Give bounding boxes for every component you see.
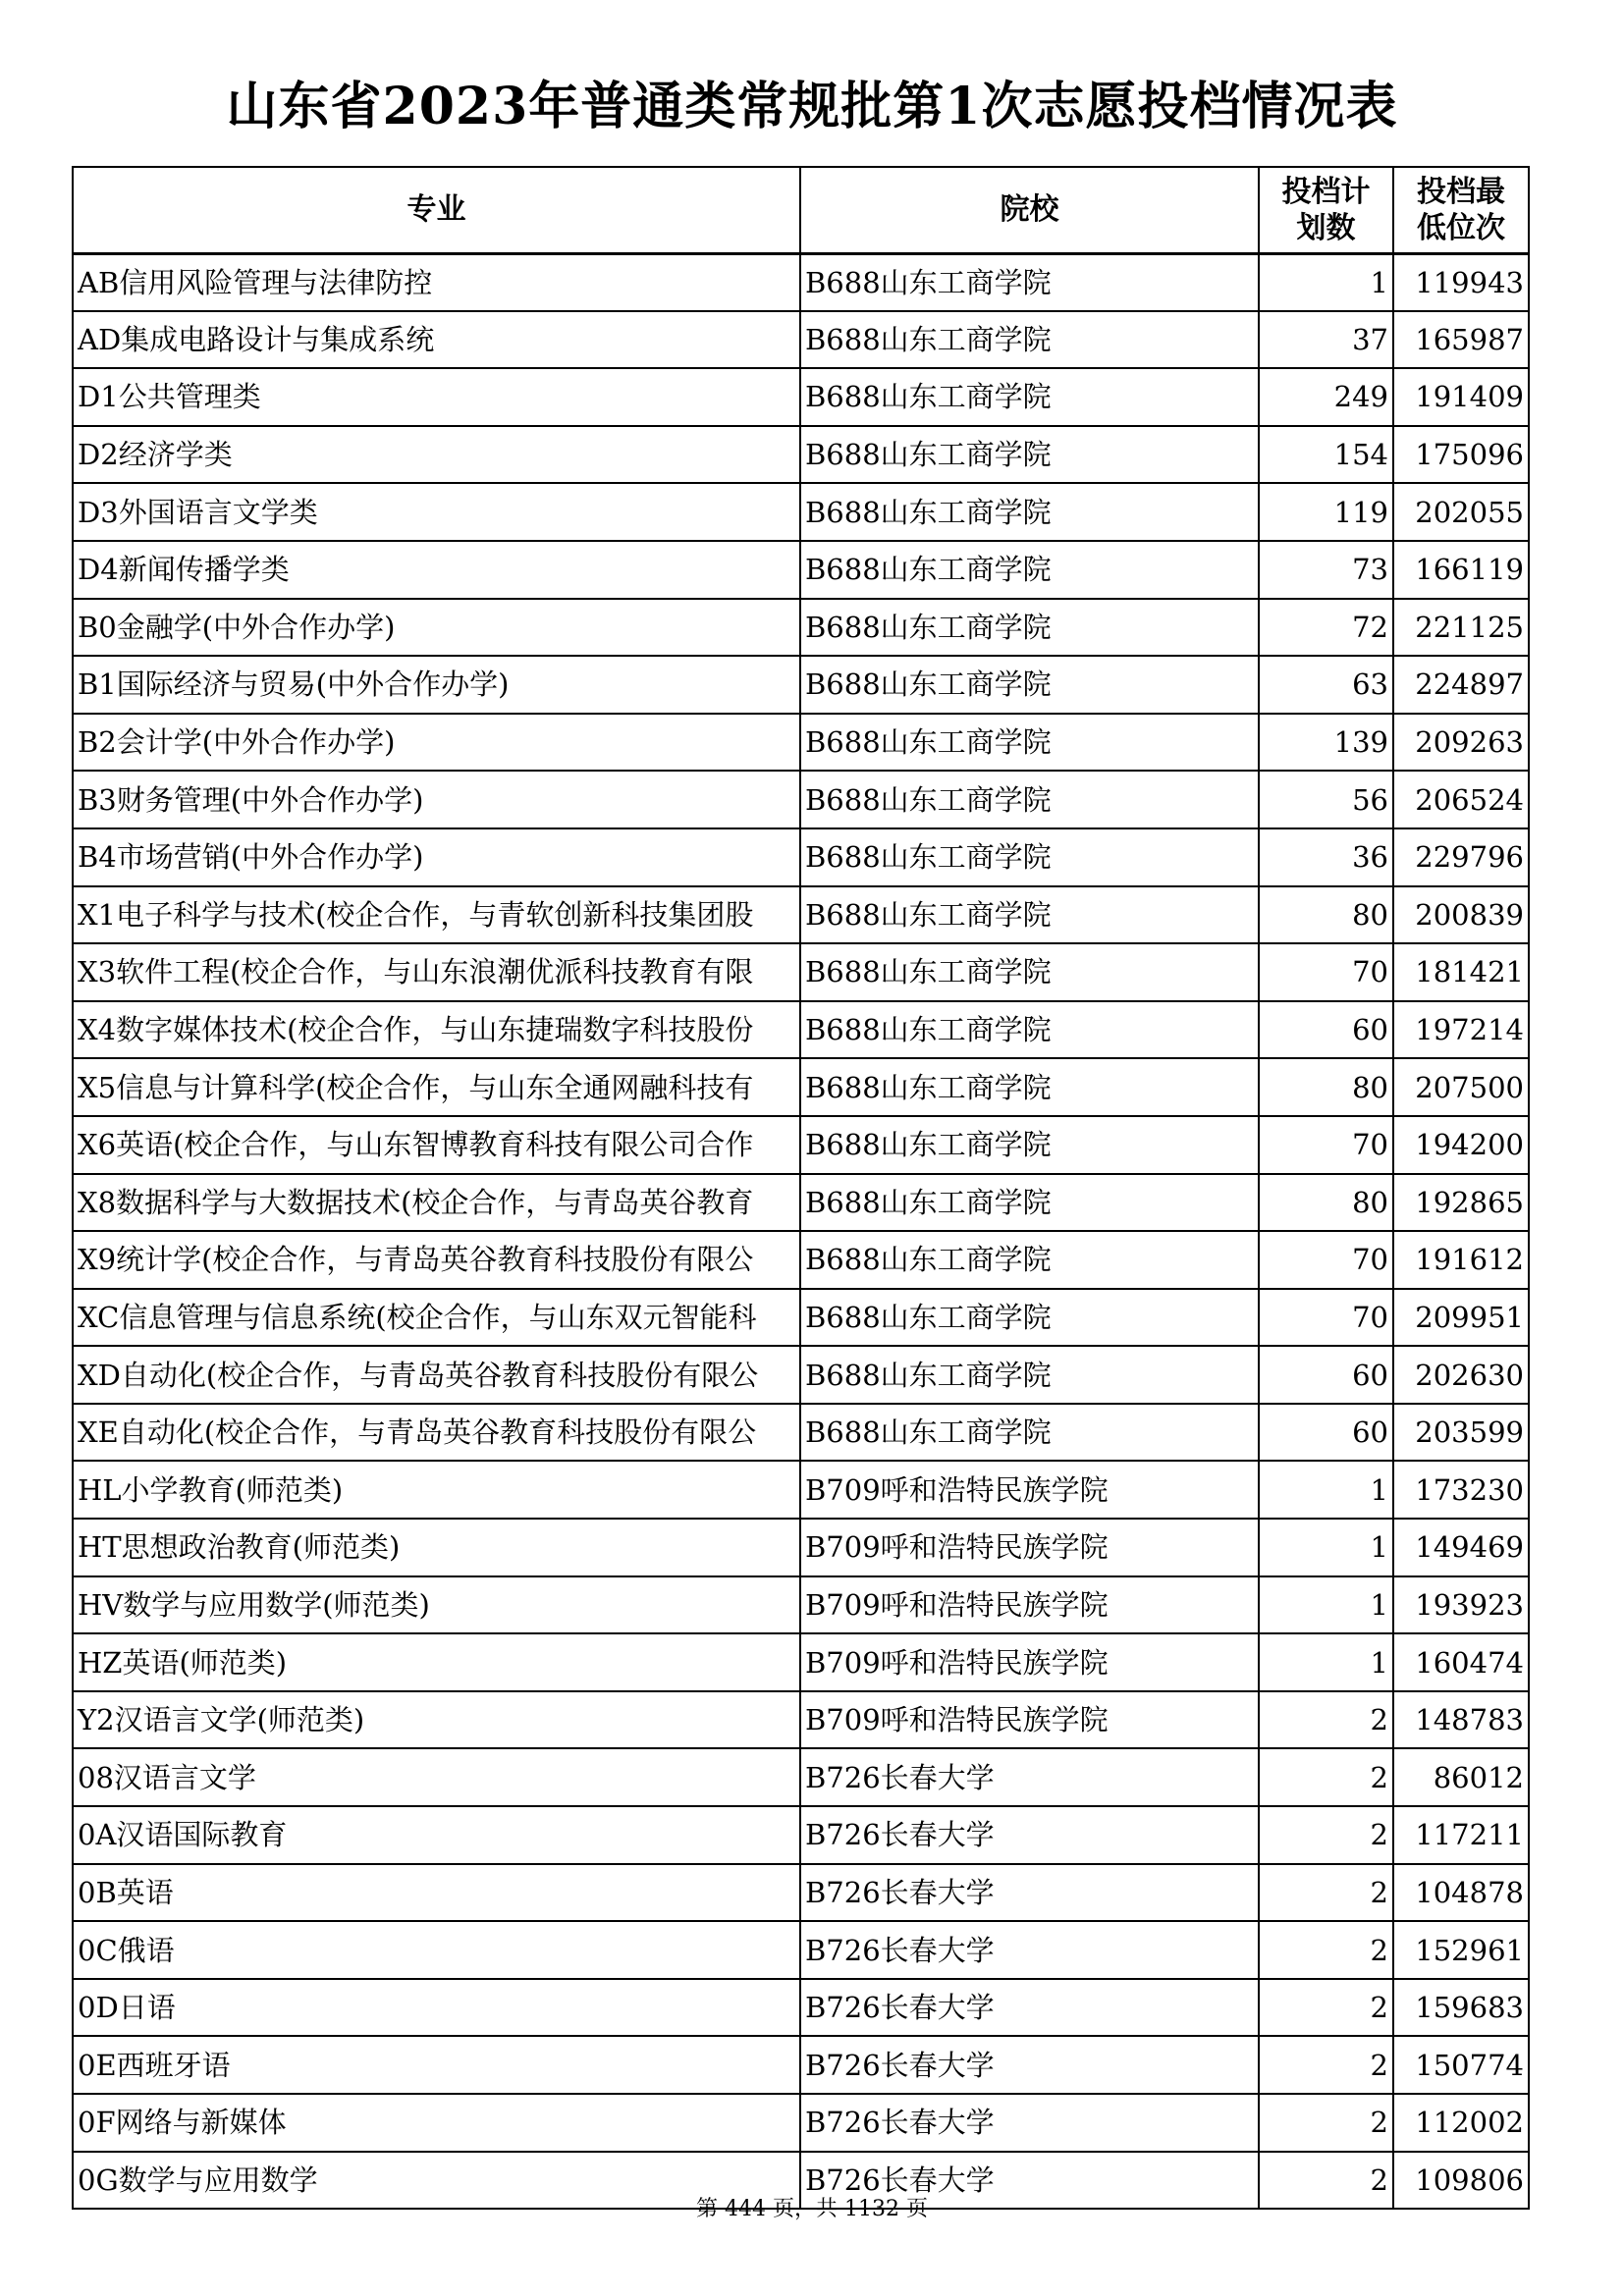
rank-cell: 150774 (1393, 2036, 1529, 2094)
plan-cell: 70 (1259, 1289, 1393, 1347)
major-cell: HL小学教育(师范类) (73, 1461, 800, 1519)
rank-cell: 175096 (1393, 426, 1529, 484)
plan-cell: 80 (1259, 886, 1393, 944)
school-cell: B726长春大学 (800, 2152, 1259, 2210)
school-cell: B688山东工商学院 (800, 1116, 1259, 1174)
school-cell: B688山东工商学院 (800, 1001, 1259, 1059)
rank-cell: 148783 (1393, 1691, 1529, 1749)
plan-cell: 60 (1259, 1404, 1393, 1462)
plan-cell: 2 (1259, 2152, 1393, 2210)
rank-cell: 192865 (1393, 1174, 1529, 1232)
school-cell: B726长春大学 (800, 1806, 1259, 1864)
school-cell: B726长春大学 (800, 2094, 1259, 2152)
rank-cell: 112002 (1393, 2094, 1529, 2152)
major-cell: HZ英语(师范类) (73, 1633, 800, 1691)
school-cell: B688山东工商学院 (800, 599, 1259, 657)
table-row (73, 1001, 1529, 1059)
major-cell: B2会计学(中外合作办学) (73, 714, 800, 772)
table-row (73, 311, 1529, 369)
plan-cell: 2 (1259, 2094, 1393, 2152)
header-school (800, 167, 1259, 253)
school-cell: B709呼和浩特民族学院 (800, 1461, 1259, 1519)
rank-cell: 221125 (1393, 599, 1529, 657)
rank-cell: 191612 (1393, 1231, 1529, 1289)
plan-cell: 154 (1259, 426, 1393, 484)
plan-cell: 249 (1259, 368, 1393, 426)
rank-cell: 193923 (1393, 1576, 1529, 1634)
major-cell: B0金融学(中外合作办学) (73, 599, 800, 657)
header-rank-line2: 低位次 (1417, 210, 1505, 245)
table-row (73, 656, 1529, 714)
admission-table (72, 166, 1530, 2210)
plan-cell: 80 (1259, 1174, 1393, 1232)
school-cell: B709呼和浩特民族学院 (800, 1519, 1259, 1576)
table-row (73, 599, 1529, 657)
school-cell: B688山东工商学院 (800, 1346, 1259, 1404)
school-cell: B688山东工商学院 (800, 886, 1259, 944)
major-cell: X9统计学(校企合作，与青岛英谷教育科技股份有限公 (73, 1231, 800, 1289)
rank-cell: 117211 (1393, 1806, 1529, 1864)
table-row (73, 1633, 1529, 1691)
plan-cell: 72 (1259, 599, 1393, 657)
table-row (73, 1461, 1529, 1519)
rank-cell: 206524 (1393, 771, 1529, 828)
school-cell: B688山东工商学院 (800, 426, 1259, 484)
school-cell: B688山东工商学院 (800, 943, 1259, 1001)
table-row (73, 1519, 1529, 1576)
rank-cell: 207500 (1393, 1058, 1529, 1116)
table-row (73, 2094, 1529, 2152)
plan-cell: 36 (1259, 828, 1393, 886)
header-major-label: 专业 (406, 192, 466, 228)
table-row (73, 1404, 1529, 1462)
major-cell: 0B英语 (73, 1864, 800, 1922)
major-cell: D3外国语言文学类 (73, 483, 800, 541)
table-row (73, 1576, 1529, 1634)
plan-cell: 70 (1259, 1116, 1393, 1174)
table-row (73, 1289, 1529, 1347)
major-cell: 0G数学与应用数学 (73, 2152, 800, 2210)
table-body (73, 253, 1529, 2209)
school-cell: B726长春大学 (800, 1864, 1259, 1922)
major-cell: X4数字媒体技术(校企合作，与山东捷瑞数字科技股份 (73, 1001, 800, 1059)
header-plan (1259, 167, 1393, 253)
plan-cell: 119 (1259, 483, 1393, 541)
plan-cell: 56 (1259, 771, 1393, 828)
school-cell: B726长春大学 (800, 1921, 1259, 1979)
rank-cell: 166119 (1393, 541, 1529, 599)
major-cell: X5信息与计算科学(校企合作，与山东全通网融科技有 (73, 1058, 800, 1116)
plan-cell: 2 (1259, 1864, 1393, 1922)
plan-cell: 1 (1259, 253, 1393, 311)
table-row (73, 1058, 1529, 1116)
rank-cell: 191409 (1393, 368, 1529, 426)
table-row (73, 2036, 1529, 2094)
major-cell: X6英语(校企合作，与山东智博教育科技有限公司合作 (73, 1116, 800, 1174)
header-rank-line1: 投档最 (1417, 174, 1505, 209)
school-cell: B688山东工商学院 (800, 1404, 1259, 1462)
plan-cell: 60 (1259, 1001, 1393, 1059)
school-cell: B688山东工商学院 (800, 483, 1259, 541)
table-row (73, 771, 1529, 828)
table-row (73, 1346, 1529, 1404)
plan-cell: 70 (1259, 1231, 1393, 1289)
rank-cell: 165987 (1393, 311, 1529, 369)
table-row (73, 886, 1529, 944)
major-cell: HV数学与应用数学(师范类) (73, 1576, 800, 1634)
rank-cell: 86012 (1393, 1748, 1529, 1806)
rank-cell: 229796 (1393, 828, 1529, 886)
rank-cell: 224897 (1393, 656, 1529, 714)
major-cell: 0C俄语 (73, 1921, 800, 1979)
school-cell: B688山东工商学院 (800, 1289, 1259, 1347)
rank-cell: 109806 (1393, 2152, 1529, 2210)
table-row (73, 1921, 1529, 1979)
major-cell: 0F网络与新媒体 (73, 2094, 800, 2152)
major-cell: D1公共管理类 (73, 368, 800, 426)
major-cell: D4新闻传播学类 (73, 541, 800, 599)
header-school-label: 院校 (1000, 192, 1059, 228)
major-cell: B3财务管理(中外合作办学) (73, 771, 800, 828)
rank-cell: 173230 (1393, 1461, 1529, 1519)
school-cell: B688山东工商学院 (800, 714, 1259, 772)
plan-cell: 2 (1259, 1691, 1393, 1749)
table-row (73, 714, 1529, 772)
plan-cell: 1 (1259, 1633, 1393, 1691)
school-cell: B709呼和浩特民族学院 (800, 1576, 1259, 1634)
major-cell: 0A汉语国际教育 (73, 1806, 800, 1864)
table-row (73, 1231, 1529, 1289)
rank-cell: 160474 (1393, 1633, 1529, 1691)
plan-cell: 2 (1259, 1979, 1393, 2037)
school-cell: B726长春大学 (800, 1979, 1259, 2037)
school-cell: B726长春大学 (800, 1748, 1259, 1806)
plan-cell: 2 (1259, 2036, 1393, 2094)
table-row (73, 1116, 1529, 1174)
major-cell: AB信用风险管理与法律防控 (73, 253, 800, 311)
major-cell: B1国际经济与贸易(中外合作办学) (73, 656, 800, 714)
school-cell: B688山东工商学院 (800, 253, 1259, 311)
table-row (73, 1174, 1529, 1232)
rank-cell: 202055 (1393, 483, 1529, 541)
plan-cell: 139 (1259, 714, 1393, 772)
rank-cell: 149469 (1393, 1519, 1529, 1576)
table-row (73, 1806, 1529, 1864)
school-cell: B688山东工商学院 (800, 1231, 1259, 1289)
table-row (73, 253, 1529, 311)
major-cell: HT思想政治教育(师范类) (73, 1519, 800, 1576)
school-cell: B688山东工商学院 (800, 1058, 1259, 1116)
school-cell: B688山东工商学院 (800, 311, 1259, 369)
major-cell: D2经济学类 (73, 426, 800, 484)
table-row (73, 1979, 1529, 2037)
major-cell: XE自动化(校企合作，与青岛英谷教育科技股份有限公 (73, 1404, 800, 1462)
table-row (73, 943, 1529, 1001)
rank-cell: 152961 (1393, 1921, 1529, 1979)
plan-cell: 1 (1259, 1576, 1393, 1634)
rank-cell: 209951 (1393, 1289, 1529, 1347)
table-row (73, 1748, 1529, 1806)
school-cell: B688山东工商学院 (800, 541, 1259, 599)
table-row (73, 426, 1529, 484)
school-cell: B688山东工商学院 (800, 656, 1259, 714)
school-cell: B709呼和浩特民族学院 (800, 1691, 1259, 1749)
school-cell: B709呼和浩特民族学院 (800, 1633, 1259, 1691)
plan-cell: 2 (1259, 1748, 1393, 1806)
plan-cell: 37 (1259, 311, 1393, 369)
rank-cell: 159683 (1393, 1979, 1529, 2037)
table-row (73, 828, 1529, 886)
school-cell: B688山东工商学院 (800, 771, 1259, 828)
major-cell: 08汉语言文学 (73, 1748, 800, 1806)
plan-cell: 2 (1259, 1921, 1393, 1979)
major-cell: AD集成电路设计与集成系统 (73, 311, 800, 369)
rank-cell: 181421 (1393, 943, 1529, 1001)
table-row (73, 483, 1529, 541)
table-header-row (73, 167, 1529, 253)
header-rank (1393, 167, 1529, 253)
plan-cell: 60 (1259, 1346, 1393, 1404)
rank-cell: 104878 (1393, 1864, 1529, 1922)
plan-cell: 70 (1259, 943, 1393, 1001)
rank-cell: 197214 (1393, 1001, 1529, 1059)
school-cell: B688山东工商学院 (800, 368, 1259, 426)
major-cell: X3软件工程(校企合作，与山东浪潮优派科技教育有限 (73, 943, 800, 1001)
rank-cell: 202630 (1393, 1346, 1529, 1404)
table-row (73, 1691, 1529, 1749)
major-cell: 0D日语 (73, 1979, 800, 2037)
rank-cell: 200839 (1393, 886, 1529, 944)
major-cell: X1电子科学与技术(校企合作，与青软创新科技集团股 (73, 886, 800, 944)
table-row (73, 541, 1529, 599)
plan-cell: 63 (1259, 656, 1393, 714)
rank-cell: 203599 (1393, 1404, 1529, 1462)
major-cell: XC信息管理与信息系统(校企合作，与山东双元智能科 (73, 1289, 800, 1347)
page-footer: 第 444 页，共 1132 页 (696, 2197, 928, 2221)
rank-cell: 194200 (1393, 1116, 1529, 1174)
plan-cell: 2 (1259, 1806, 1393, 1864)
school-cell: B688山东工商学院 (800, 1174, 1259, 1232)
header-plan-line1: 投档计 (1281, 174, 1371, 209)
major-cell: 0E西班牙语 (73, 2036, 800, 2094)
header-major (73, 167, 800, 253)
major-cell: B4市场营销(中外合作办学) (73, 828, 800, 886)
rank-cell: 119943 (1393, 253, 1529, 311)
table-row (73, 1864, 1529, 1922)
major-cell: Y2汉语言文学(师范类) (73, 1691, 800, 1749)
school-cell: B688山东工商学院 (800, 828, 1259, 886)
table-row (73, 368, 1529, 426)
plan-cell: 80 (1259, 1058, 1393, 1116)
plan-cell: 1 (1259, 1461, 1393, 1519)
major-cell: X8数据科学与大数据技术(校企合作，与青岛英谷教育 (73, 1174, 800, 1232)
page-title: 山东省2023年普通类常规批第1次志愿投档情况表 (226, 77, 1398, 136)
rank-cell: 209263 (1393, 714, 1529, 772)
plan-cell: 73 (1259, 541, 1393, 599)
plan-cell: 1 (1259, 1519, 1393, 1576)
major-cell: XD自动化(校企合作，与青岛英谷教育科技股份有限公 (73, 1346, 800, 1404)
school-cell: B726长春大学 (800, 2036, 1259, 2094)
header-plan-line2: 划数 (1296, 210, 1356, 245)
